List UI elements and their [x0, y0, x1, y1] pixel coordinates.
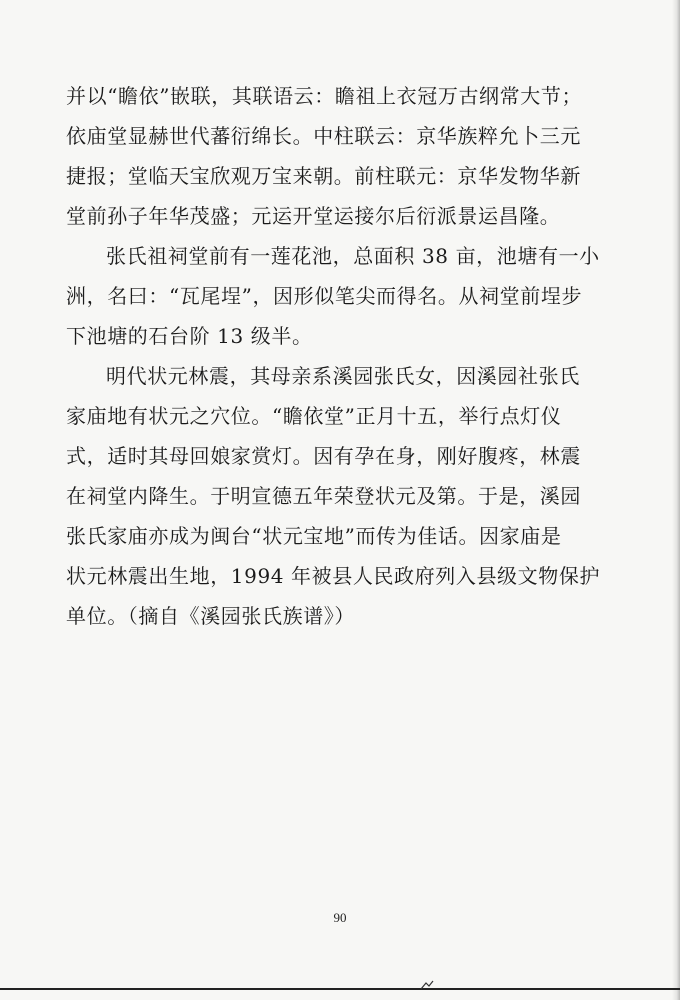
page-number: 90: [333, 910, 347, 925]
text-line: 状元林震出生地，1994 年被县人民政府列入县级文物保护: [66, 564, 601, 588]
text-line: 堂前孙子年华茂盛；元运开堂运接尔后衍派景运昌隆。: [66, 204, 561, 228]
text-line: 并以“瞻依”嵌联，其联语云：瞻祖上衣冠万古纲常大节；: [66, 84, 583, 108]
text-line: 在祠堂内降生。于明宣德五年荣登状元及第。于是，溪园: [66, 484, 581, 508]
scan-border-line: [0, 988, 680, 990]
text-line: 捷报；堂临天宝欣观万宝来朝。前柱联元：京华发物华新: [66, 164, 581, 188]
text-line: 依庙堂显赫世代蕃衍绵长。中柱联云：京华族粹允卜三元: [66, 124, 581, 148]
text-line: 下池塘的石台阶 13 级半。: [66, 324, 313, 348]
text-line: 式，适时其母回娘家赏灯。因有孕在身，刚好腹疼，林震: [66, 444, 581, 468]
text-line: 洲，名曰：“瓦尾埕”，因形似笔尖而得名。从祠堂前埕步: [66, 284, 583, 308]
text-line: 单位。（摘自《溪园张氏族谱》）: [66, 604, 355, 628]
text-line: 张氏祖祠堂前有一莲花池，总面积 38 亩，池塘有一小: [106, 244, 600, 268]
text-line: 明代状元林震，其母亲系溪园张氏女，因溪园社张氏: [106, 364, 580, 388]
scan-edge-shadow: [672, 0, 680, 1000]
scan-artifact-mark: [420, 980, 434, 990]
text-line: 张氏家庙亦成为闽台“状元宝地”而传为佳话。因家庙是: [66, 524, 562, 548]
body-text: [66, 76, 606, 636]
text-line: 家庙地有状元之穴位。“瞻依堂”正月十五，举行点灯仪: [66, 404, 562, 428]
